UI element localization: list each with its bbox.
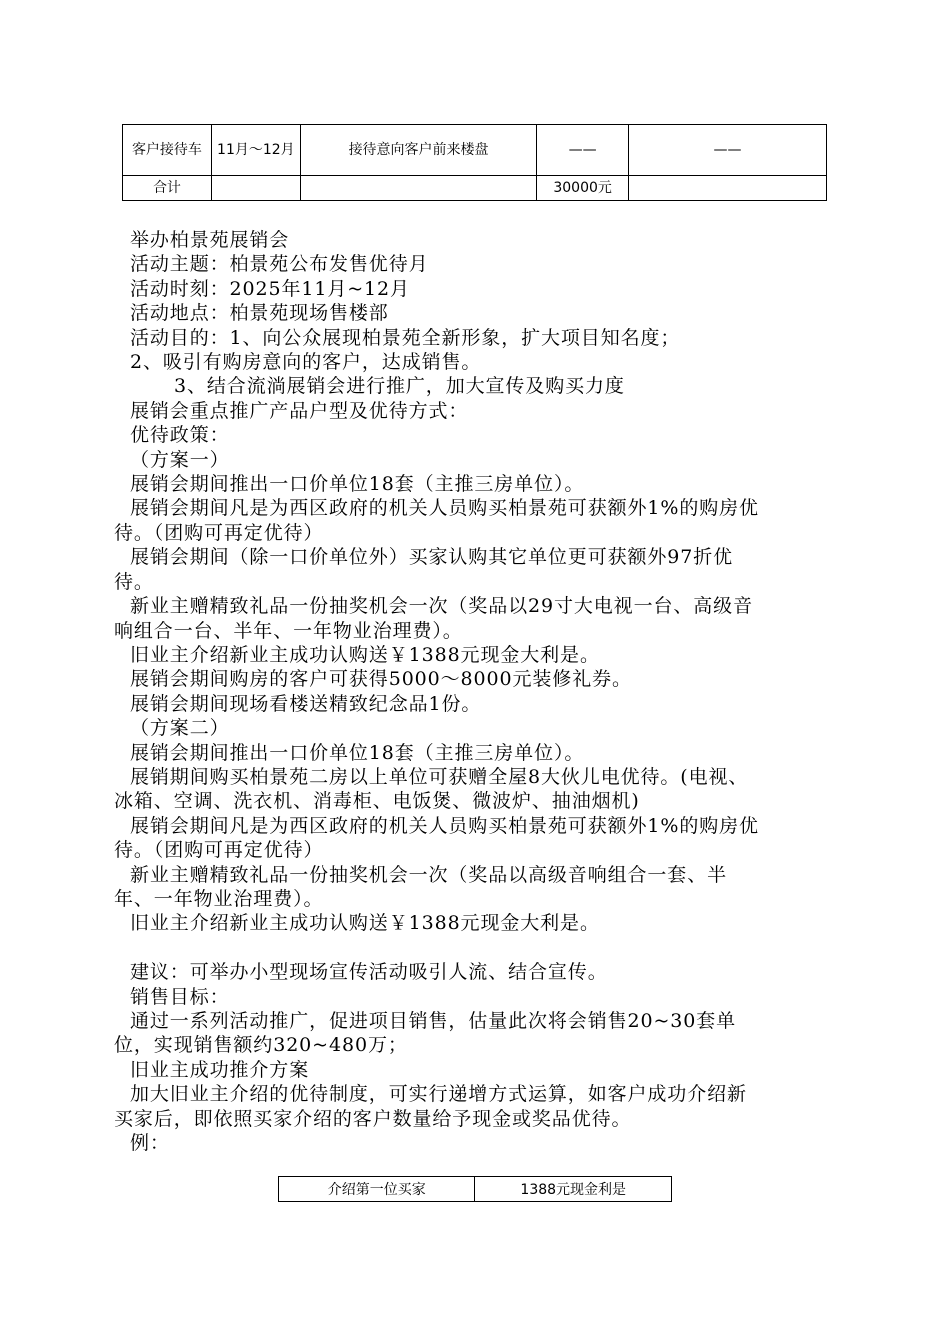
- plan-heading: （方案二）: [130, 717, 230, 740]
- paragraph-continued: 待。: [114, 570, 154, 593]
- paragraph: 活动主题：柏景苑公布发售优待月: [130, 253, 429, 276]
- plan-heading: （方案一）: [130, 448, 230, 471]
- paragraph: 新业主赠精致礼品一份抽奖机会一次（奖品以高级音响组合一套、半: [130, 863, 728, 886]
- table-cell-item: 客户接待车: [123, 125, 212, 176]
- paragraph: 展销会重点推广产品户型及优待方式：: [130, 399, 469, 422]
- paragraph: 建议：可举办小型现场宣传活动吸引人流、结合宣传。: [130, 961, 608, 984]
- paragraph: 展销期间购买柏景苑二房以上单位可获赠全屋8大伙儿电优待。(电视、: [130, 765, 749, 788]
- budget-table: [122, 124, 827, 201]
- table-cell-item: 合计: [123, 176, 212, 201]
- paragraph: 展销会期间凡是为西区政府的机关人员购买柏景苑可获额外1%的购房优: [130, 497, 759, 520]
- table-row: [123, 125, 827, 176]
- paragraph-continued: 响组合一台、半年、一年物业治理费）。: [114, 619, 463, 642]
- paragraph-continued: 待。（团购可再定优待）: [114, 521, 324, 544]
- paragraph: 优待政策：: [130, 424, 230, 447]
- paragraph: 加大旧业主介绍的优待制度，可实行递增方式运算，如客户成功介绍新: [130, 1083, 747, 1106]
- paragraph: 新业主赠精致礼品一份抽奖机会一次（奖品以29寸大电视一台、高级音: [130, 595, 753, 618]
- paragraph: 活动目的：1、向公众展现柏景苑全新形象，扩大项目知名度；: [130, 326, 681, 349]
- paragraph: 展销会期间购房的客户可获得5000～8000元装修礼券。: [130, 668, 632, 691]
- blank-line: [114, 936, 839, 960]
- paragraph-continued: 年、一年物业治理费）。: [114, 887, 324, 910]
- paragraph: 销售目标：: [130, 985, 230, 1008]
- paragraph: 展销会期间（除一口价单位外）买家认购其它单位更可获额外97折优: [130, 546, 734, 569]
- paragraph: 旧业主介绍新业主成功认购送￥1388元现金大利是。: [130, 912, 600, 935]
- section-heading: 旧业主成功推介方案: [130, 1058, 310, 1081]
- table-row: [123, 176, 827, 201]
- table-cell-content: 接待意向客户前来楼盘: [300, 125, 536, 176]
- table-cell-note: [628, 176, 826, 201]
- paragraph-continued: 位，实现销售额约320~480万；: [114, 1034, 408, 1057]
- table-cell-note: ——: [628, 125, 826, 176]
- paragraph: 3、结合流淌展销会进行推广，加大宣传及购买力度: [174, 375, 625, 398]
- table-cell-period: 11月～12月: [211, 125, 300, 176]
- paragraph: 展销会期间现场看楼送精致纪念品1份。: [130, 692, 482, 715]
- paragraph: 例：: [130, 1132, 170, 1155]
- paragraph: 通过一系列活动推广，促进项目销售，估量此次将会销售20~30套单: [130, 1009, 737, 1032]
- paragraph: 活动时刻：2025年11月~12月: [130, 277, 410, 300]
- referral-reward-table: [278, 1176, 672, 1202]
- table-cell-cost: ——: [537, 125, 629, 176]
- table-cell-period: [211, 176, 300, 201]
- table-cell-condition: 介绍第一位买家: [279, 1177, 475, 1202]
- body-text: [114, 228, 839, 1155]
- paragraph: 展销会期间推出一口价单位18套（主推三房单位）。: [130, 741, 585, 764]
- paragraph: 2、吸引有购房意向的客户，达成销售。: [130, 351, 482, 374]
- paragraph: 展销会期间凡是为西区政府的机关人员购买柏景苑可获额外1%的购房优: [130, 814, 759, 837]
- paragraph: 展销会期间推出一口价单位18套（主推三房单位）。: [130, 473, 585, 496]
- paragraph: 活动地点：柏景苑现场售楼部: [130, 302, 389, 325]
- paragraph-continued: 待。（团购可再定优待）: [114, 839, 324, 862]
- table-cell-content: [300, 176, 536, 201]
- table-cell-cost: 30000元: [537, 176, 629, 201]
- paragraph-continued: 买家后，即依照买家介绍的客户数量给予现金或奖品优待。: [114, 1107, 632, 1130]
- paragraph-continued: 冰箱、空调、洗衣机、消毒柜、电饭煲、微波炉、抽油烟机): [114, 790, 640, 813]
- table-cell-reward: 1388元现金利是: [475, 1177, 672, 1202]
- paragraph: 旧业主介绍新业主成功认购送￥1388元现金大利是。: [130, 643, 600, 666]
- section-heading: 举办柏景苑展销会: [130, 229, 290, 251]
- table-row: [279, 1177, 672, 1202]
